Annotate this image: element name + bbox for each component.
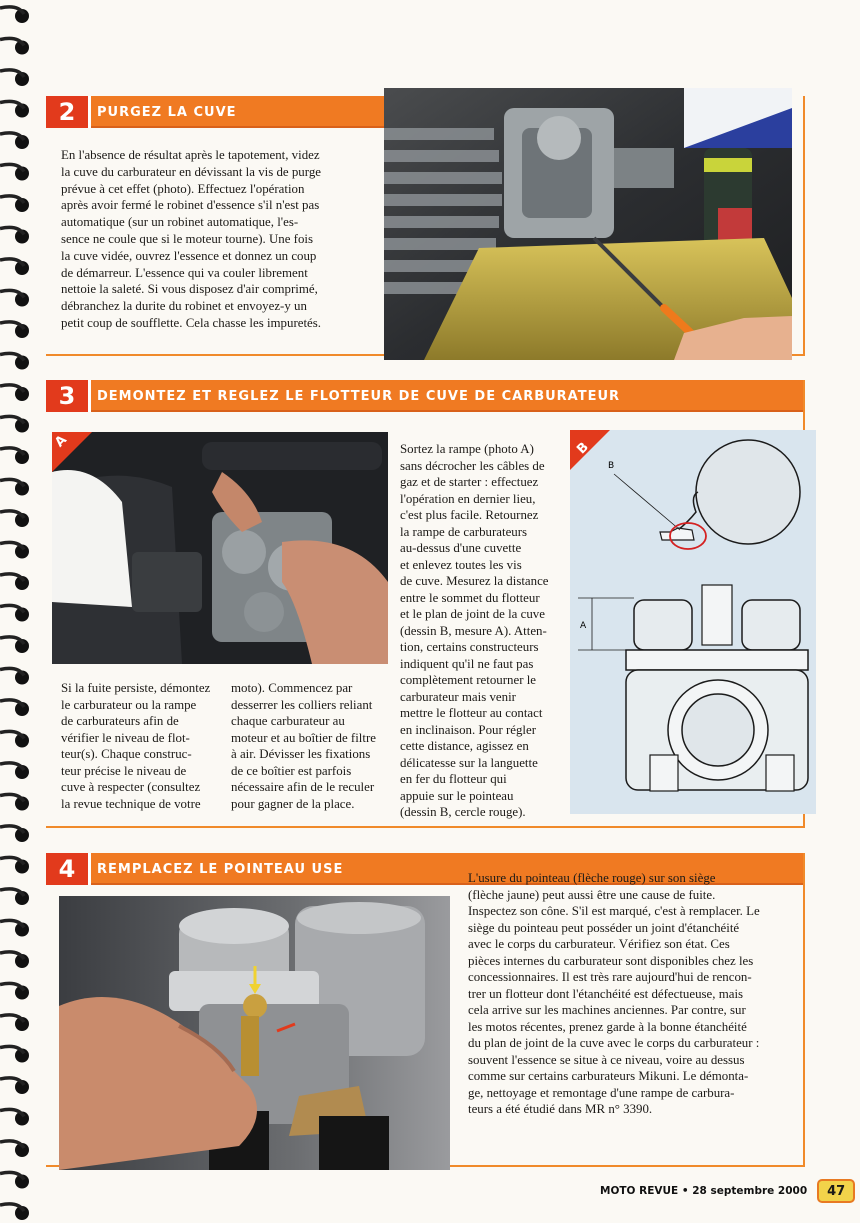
text-line: tion, certains constructeurs xyxy=(400,640,539,654)
text-line: le carburateur ou la rampe xyxy=(61,697,197,712)
text-line: trer un flotteur dont l'étanchéité est défectueuse, mais xyxy=(468,986,744,1001)
section-4-text xyxy=(468,870,793,1118)
text-line: (dessin B, mesure A). Atten- xyxy=(400,623,547,638)
text-line: Inspectez son cône. S'il est marqué, c'est à remplacer. Le xyxy=(468,904,760,918)
text-line: avec le corps du carburateur. Vérifiez son état. Ces xyxy=(468,937,730,951)
text-line: en fer du flotteur qui xyxy=(400,772,507,786)
carburetor-purge-photo xyxy=(384,88,792,360)
section-3-col2 xyxy=(231,680,391,812)
text-line: teur précise le niveau de xyxy=(61,763,187,778)
text-line: du plan de joint de la cuve avec le corps du carburateur : xyxy=(468,1036,760,1050)
diagram-label-b: B xyxy=(608,461,615,471)
text-line: appuie sur le pointeau xyxy=(400,788,514,803)
text-line: teur(s). Chaque construc- xyxy=(61,747,192,761)
text-line: c'est plus facile. Retournez xyxy=(400,508,539,522)
section-2-text xyxy=(61,147,379,332)
text-line: moto). Commencez par xyxy=(231,681,353,695)
needle-valve-photo xyxy=(59,896,450,1170)
text-line: concessionnaires. Il est très rare aujourd'hui de rencon- xyxy=(468,970,752,984)
text-line: nettoie la saleté. Si vous disposez d'air comprimé, xyxy=(61,282,318,297)
text-line: automatique (sur un robinet automatique, l'es- xyxy=(61,215,299,230)
text-line: entre le sommet du flotteur xyxy=(400,590,540,605)
section-3-title: DEMONTEZ ET REGLEZ LE FLOTTEUR DE CUVE DE CARBURATEUR xyxy=(97,388,621,404)
text-line: la cuve du carburateur en dévissant la vis de purge xyxy=(61,164,321,179)
diagram-label-a: A xyxy=(580,621,587,631)
text-line: la revue technique de votre xyxy=(61,796,201,811)
text-line: prévue à cet effet (photo). Effectuez l'opération xyxy=(61,181,305,196)
carburetor-rack-photo xyxy=(52,432,388,664)
section-3-banner xyxy=(46,380,803,412)
text-line: souvent l'essence se situe à ce niveau, voire au dessus xyxy=(468,1052,745,1067)
text-line: carburateur mais venir xyxy=(400,689,516,704)
text-line: Si la fuite persiste, démontez xyxy=(61,681,211,695)
section-2-number: 2 xyxy=(46,96,91,128)
text-line: sans décrocher les câbles de xyxy=(400,458,545,473)
text-line: cuve à respecter (consultez xyxy=(61,780,201,794)
text-line: (flèche jaune) peut aussi être une cause de fuite. xyxy=(468,887,716,902)
text-line: comme sur certains carburateurs Mikuni. Le démonta- xyxy=(468,1069,749,1083)
publication-info: MOTO REVUE • 28 septembre 2000 xyxy=(600,1185,808,1197)
section-2-banner xyxy=(46,96,384,128)
text-line: siège du pointeau peut posséder un joint d'étanchéité xyxy=(468,920,740,935)
text-line: nécessaire afin de le reculer xyxy=(231,780,375,794)
text-line: et enlevez toutes les vis xyxy=(400,557,522,572)
page-footer xyxy=(600,1178,855,1204)
text-line: à air. Dévisser les fixations xyxy=(231,747,371,761)
text-line: complètement retourner le xyxy=(400,673,537,687)
text-line: la cuve vidée, ouvrez l'essence et donnez un coup xyxy=(61,248,317,263)
text-line: ge, nettoyage et remontage d'une rampe de carbura- xyxy=(468,1085,735,1100)
text-line: (dessin B, cercle rouge). xyxy=(400,805,526,819)
text-line: l'opération en dernier lieu, xyxy=(400,491,536,506)
page-number: 47 xyxy=(817,1179,855,1203)
float-level-diagram xyxy=(570,430,816,814)
section-4-number: 4 xyxy=(46,853,91,885)
section-2-title: PURGEZ LA CUVE xyxy=(97,104,237,120)
text-line: L'usure du pointeau (flèche rouge) sur son siège xyxy=(468,871,716,885)
text-line: et le plan de joint de la cuve xyxy=(400,607,545,621)
text-line: mettre le flotteur au contact xyxy=(400,706,543,720)
text-line: En l'absence de résultat après le tapotement, videz xyxy=(61,148,320,162)
text-line: chaque carburateur au xyxy=(231,714,345,728)
text-line: pour gagner de la place. xyxy=(231,796,355,811)
section-3-number: 3 xyxy=(46,380,91,412)
text-line: débranchez la durite du robinet et envoyez-y un xyxy=(61,299,307,314)
text-line: les motos récentes, prenez garde à la bonne étanchéité xyxy=(468,1019,747,1034)
text-line: sence ne coule que si le moteur tourne). Une fois xyxy=(61,231,313,246)
photo-a-label: A xyxy=(52,432,70,451)
text-line: de ce boîtier est parfois xyxy=(231,763,352,778)
text-line: cette distance, agissez en xyxy=(400,739,529,753)
text-line: indiquent qu'il ne faut pas xyxy=(400,656,534,671)
text-line: délicatesse sur la languette xyxy=(400,755,538,770)
text-line: de démarreur. L'essence qui va couler librement xyxy=(61,265,308,280)
text-line: pièces internes du carburateur sont disponibles chez les xyxy=(468,953,754,968)
text-line: desserrer les colliers reliant xyxy=(231,697,373,712)
text-line: moteur et au boîtier de filtre xyxy=(231,730,376,745)
text-line: Sortez la rampe (photo A) xyxy=(400,442,534,456)
diagram-b-badge-label: B xyxy=(574,439,592,458)
text-line: après avoir fermé le robinet d'essence s'il n'est pas xyxy=(61,198,320,213)
text-line: vérifier le niveau de flot- xyxy=(61,730,190,745)
section-4-title: REMPLACEZ LE POINTEAU USE xyxy=(97,861,344,877)
section-3-col1 xyxy=(61,680,231,812)
text-line: en inclinaison. Pour régler xyxy=(400,722,537,737)
text-line: la rampe de carburateurs xyxy=(400,524,528,539)
spiral-binding xyxy=(0,0,40,1223)
text-line: gaz et de starter : effectuez xyxy=(400,475,539,489)
text-line: de carburateurs afin de xyxy=(61,714,179,728)
text-line: cela arrive sur les machines anciennes. Par contre, sur xyxy=(468,1003,746,1017)
text-line: teurs a été étudié dans MR n° 3390. xyxy=(468,1102,653,1116)
text-line: au-dessus d'une cuvette xyxy=(400,541,522,555)
text-line: petit coup de soufflette. Cela chasse les impuretés. xyxy=(61,315,322,330)
section-3-col3 xyxy=(400,441,562,821)
text-line: de cuve. Mesurez la distance xyxy=(400,574,549,588)
